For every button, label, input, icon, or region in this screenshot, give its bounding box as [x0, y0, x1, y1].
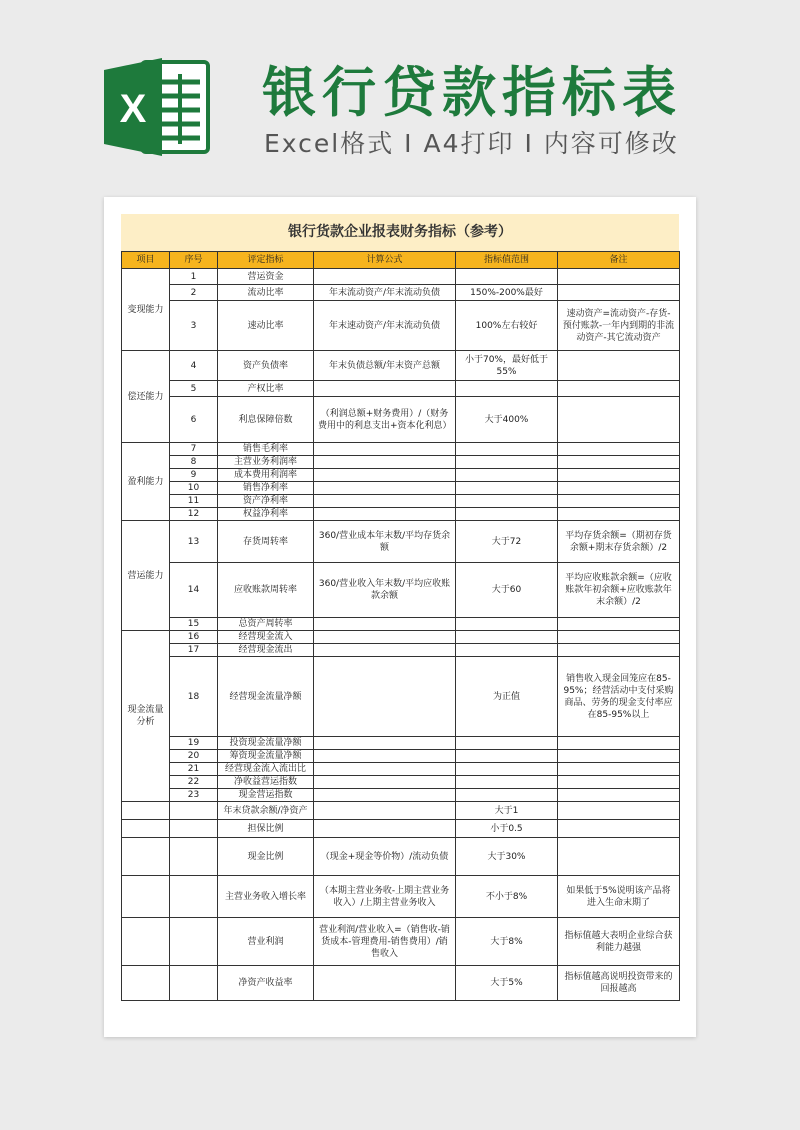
indicator-cell: 销售毛利率 — [218, 443, 314, 456]
seq-cell: 12 — [170, 508, 218, 521]
seq-cell: 19 — [170, 737, 218, 750]
note-cell — [558, 776, 680, 789]
formula-cell — [314, 789, 456, 802]
formula-cell — [314, 482, 456, 495]
table-row — [122, 443, 680, 456]
seq-cell: 17 — [170, 644, 218, 657]
note-cell — [558, 397, 680, 443]
column-header: 序号 — [170, 252, 218, 269]
table-row — [122, 644, 680, 657]
sheet-title: 银行货款企业报表财务指标（参考） — [121, 214, 679, 251]
formula-cell — [314, 802, 456, 820]
seq-cell: 22 — [170, 776, 218, 789]
table-row — [122, 763, 680, 776]
note-cell — [558, 443, 680, 456]
column-header: 指标值范围 — [456, 252, 558, 269]
table-row — [122, 618, 680, 631]
formula-cell — [314, 508, 456, 521]
note-cell — [558, 750, 680, 763]
column-header: 项目 — [122, 252, 170, 269]
note-cell — [558, 469, 680, 482]
header-row — [122, 252, 680, 269]
note-cell — [558, 802, 680, 820]
indicator-cell: 主营业务利润率 — [218, 456, 314, 469]
formula-cell: 360/营业收入年末数/平均应收账款余额 — [314, 563, 456, 618]
range-cell: 150%-200%最好 — [456, 285, 558, 301]
indicator-cell: 净收益营运指数 — [218, 776, 314, 789]
indicator-cell: 权益净利率 — [218, 508, 314, 521]
seq-cell — [170, 876, 218, 918]
seq-cell: 18 — [170, 657, 218, 737]
range-cell: 100%左右较好 — [456, 301, 558, 351]
note-cell — [558, 820, 680, 838]
table-row — [122, 508, 680, 521]
formula-cell: （现金+现金等价物）/流动负债 — [314, 838, 456, 876]
table-row — [122, 802, 680, 820]
table-row — [122, 776, 680, 789]
formula-cell — [314, 750, 456, 763]
formula-cell — [314, 966, 456, 1001]
indicator-cell: 净资产收益率 — [218, 966, 314, 1001]
seq-cell — [170, 838, 218, 876]
formula-cell — [314, 631, 456, 644]
seq-cell: 8 — [170, 456, 218, 469]
seq-cell — [170, 966, 218, 1001]
table-row — [122, 876, 680, 918]
note-cell — [558, 269, 680, 285]
note-cell — [558, 495, 680, 508]
indicator-cell: 担保比例 — [218, 820, 314, 838]
note-cell — [558, 381, 680, 397]
note-cell — [558, 456, 680, 469]
category-cell: 偿还能力 — [122, 351, 170, 443]
formula-cell — [314, 269, 456, 285]
indicator-cell: 营运资金 — [218, 269, 314, 285]
indicator-cell: 投资现金流量净额 — [218, 737, 314, 750]
logo-letter: X — [119, 87, 147, 131]
formula-cell — [314, 763, 456, 776]
seq-cell: 3 — [170, 301, 218, 351]
table-row — [122, 469, 680, 482]
range-cell — [456, 469, 558, 482]
category-cell: 营运能力 — [122, 521, 170, 631]
range-cell — [456, 269, 558, 285]
indicator-cell: 营业利润 — [218, 918, 314, 966]
indicator-cell: 经营现金流出 — [218, 644, 314, 657]
table-row — [122, 456, 680, 469]
table-row — [122, 397, 680, 443]
category-cell: 盈利能力 — [122, 443, 170, 521]
note-cell: 速动资产=流动资产-存货-预付账款-一年内到期的非流动资产-其它流动资产 — [558, 301, 680, 351]
range-cell: 大于60 — [456, 563, 558, 618]
category-cell — [122, 918, 170, 966]
seq-cell — [170, 802, 218, 820]
seq-cell: 13 — [170, 521, 218, 563]
indicator-cell: 现金营运指数 — [218, 789, 314, 802]
seq-cell: 1 — [170, 269, 218, 285]
indicator-cell: 总资产周转率 — [218, 618, 314, 631]
seq-cell: 11 — [170, 495, 218, 508]
range-cell: 为正值 — [456, 657, 558, 737]
table-row — [122, 750, 680, 763]
indicator-cell: 销售净利率 — [218, 482, 314, 495]
formula-cell: 年末速动资产/年末流动负债 — [314, 301, 456, 351]
range-cell: 大于30% — [456, 838, 558, 876]
table-row — [122, 838, 680, 876]
range-cell — [456, 776, 558, 789]
table-row — [122, 820, 680, 838]
table-row — [122, 482, 680, 495]
range-cell — [456, 495, 558, 508]
range-cell — [456, 381, 558, 397]
note-cell — [558, 351, 680, 381]
sheet-paper — [104, 197, 696, 1037]
formula-cell: 营业利润/营业收入=（销售收-销货成本-管理费用-销售费用）/销售收入 — [314, 918, 456, 966]
table-row — [122, 301, 680, 351]
table-row — [122, 521, 680, 563]
range-cell — [456, 644, 558, 657]
note-cell — [558, 763, 680, 776]
indicator-cell: 存货周转率 — [218, 521, 314, 563]
category-cell — [122, 966, 170, 1001]
table-row — [122, 631, 680, 644]
note-cell — [558, 789, 680, 802]
range-cell — [456, 750, 558, 763]
range-cell: 小于0.5 — [456, 820, 558, 838]
table-row — [122, 737, 680, 750]
category-cell — [122, 820, 170, 838]
category-cell — [122, 802, 170, 820]
indicator-cell: 经营现金流量净额 — [218, 657, 314, 737]
seq-cell: 7 — [170, 443, 218, 456]
table-row — [122, 657, 680, 737]
formula-cell — [314, 381, 456, 397]
table-row — [122, 563, 680, 618]
indicator-cell: 资产负债率 — [218, 351, 314, 381]
note-cell: 指标值越高说明投资带来的回报越高 — [558, 966, 680, 1001]
note-cell: 平均应收账款余额=（应收账款年初余额+应收账款年末余额）/2 — [558, 563, 680, 618]
table-row — [122, 966, 680, 1001]
indicator-cell: 产权比率 — [218, 381, 314, 397]
formula-cell — [314, 820, 456, 838]
range-cell — [456, 763, 558, 776]
category-cell — [122, 876, 170, 918]
range-cell: 大于400% — [456, 397, 558, 443]
seq-cell — [170, 918, 218, 966]
note-cell — [558, 618, 680, 631]
column-header: 计算公式 — [314, 252, 456, 269]
indicator-table — [121, 251, 680, 1001]
formula-cell — [314, 495, 456, 508]
range-cell — [456, 482, 558, 495]
seq-cell: 2 — [170, 285, 218, 301]
range-cell: 小于70%，最好低于55% — [456, 351, 558, 381]
category-cell — [122, 838, 170, 876]
indicator-cell: 成本费用利润率 — [218, 469, 314, 482]
table-row — [122, 789, 680, 802]
indicator-cell: 流动比率 — [218, 285, 314, 301]
indicator-cell: 利息保障倍数 — [218, 397, 314, 443]
range-cell: 大于72 — [456, 521, 558, 563]
range-cell: 大于5% — [456, 966, 558, 1001]
indicator-cell: 年末贷款余额/净资产 — [218, 802, 314, 820]
note-cell: 指标值越大表明企业综合获利能力越强 — [558, 918, 680, 966]
seq-cell — [170, 820, 218, 838]
note-cell — [558, 482, 680, 495]
indicator-cell: 应收账款周转率 — [218, 563, 314, 618]
range-cell: 大于8% — [456, 918, 558, 966]
indicator-cell: 速动比率 — [218, 301, 314, 351]
note-cell — [558, 838, 680, 876]
seq-cell: 5 — [170, 381, 218, 397]
note-cell: 如果低于5%说明该产品将进入生命末期了 — [558, 876, 680, 918]
column-header: 评定指标 — [218, 252, 314, 269]
note-cell — [558, 631, 680, 644]
note-cell: 销售收入现金回笼应在85-95%；经营活动中支付采购商品、劳务的现金支付率应在85-95%以上 — [558, 657, 680, 737]
table-row — [122, 381, 680, 397]
indicator-cell: 经营现金流入流出比 — [218, 763, 314, 776]
seq-cell: 4 — [170, 351, 218, 381]
formula-cell: （利润总额+财务费用）/（财务费用中的利息支出+资本化利息） — [314, 397, 456, 443]
seq-cell: 10 — [170, 482, 218, 495]
formula-cell — [314, 644, 456, 657]
formula-cell: 年末流动资产/年末流动负债 — [314, 285, 456, 301]
formula-cell — [314, 456, 456, 469]
formula-cell — [314, 776, 456, 789]
category-cell: 现金流量分析 — [122, 631, 170, 802]
range-cell — [456, 618, 558, 631]
spreadsheet — [121, 214, 679, 1001]
indicator-cell: 筹资现金流量净额 — [218, 750, 314, 763]
seq-cell: 21 — [170, 763, 218, 776]
table-row — [122, 269, 680, 285]
note-cell — [558, 737, 680, 750]
formula-cell — [314, 657, 456, 737]
table-row — [122, 495, 680, 508]
seq-cell: 15 — [170, 618, 218, 631]
excel-logo-icon — [102, 52, 212, 162]
range-cell — [456, 737, 558, 750]
table-row — [122, 351, 680, 381]
seq-cell: 14 — [170, 563, 218, 618]
formula-cell — [314, 469, 456, 482]
range-cell — [456, 456, 558, 469]
table-body — [122, 269, 680, 1001]
note-cell — [558, 285, 680, 301]
range-cell — [456, 443, 558, 456]
note-cell — [558, 508, 680, 521]
indicator-cell: 经营现金流入 — [218, 631, 314, 644]
seq-cell: 20 — [170, 750, 218, 763]
range-cell — [456, 789, 558, 802]
range-cell: 大于1 — [456, 802, 558, 820]
formula-cell: 年末负债总额/年末资产总额 — [314, 351, 456, 381]
range-cell — [456, 631, 558, 644]
page-title: 银行贷款指标表 — [262, 61, 682, 124]
note-cell — [558, 644, 680, 657]
seq-cell: 6 — [170, 397, 218, 443]
indicator-cell: 现金比例 — [218, 838, 314, 876]
seq-cell: 9 — [170, 469, 218, 482]
table-row — [122, 918, 680, 966]
note-cell: 平均存货余额=（期初存货余额+期末存货余额）/2 — [558, 521, 680, 563]
formula-cell — [314, 737, 456, 750]
indicator-cell: 主营业务收入增长率 — [218, 876, 314, 918]
category-cell: 变现能力 — [122, 269, 170, 351]
formula-cell — [314, 618, 456, 631]
formula-cell: （本期主营业务收-上期主营业务收入）/上期主营业务收入 — [314, 876, 456, 918]
formula-cell — [314, 443, 456, 456]
indicator-cell: 资产净利率 — [218, 495, 314, 508]
range-cell — [456, 508, 558, 521]
table-row — [122, 285, 680, 301]
seq-cell: 16 — [170, 631, 218, 644]
seq-cell: 23 — [170, 789, 218, 802]
formula-cell: 360/营业成本年末数/平均存货余额 — [314, 521, 456, 563]
page-subtitle: Excel格式 I A4打印 I 内容可修改 — [264, 129, 679, 158]
column-header: 备注 — [558, 252, 680, 269]
range-cell: 不小于8% — [456, 876, 558, 918]
